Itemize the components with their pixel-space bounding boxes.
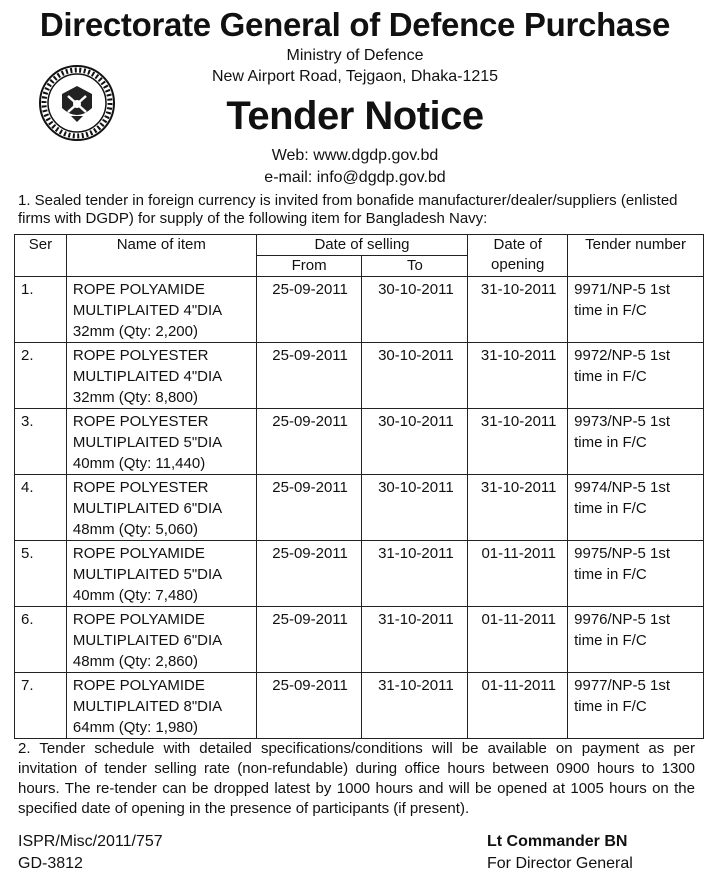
signatory-for: For Director General [487, 855, 633, 872]
cell-opening: 01-11-2011 [468, 541, 568, 607]
cell-from: 25-09-2011 [256, 607, 362, 673]
tender-line: time in F/C [574, 632, 647, 649]
gd-number: GD-3812 [18, 855, 83, 872]
cell-ser: 4. [15, 475, 67, 541]
cell-item [66, 343, 256, 409]
table-row [15, 475, 704, 541]
header-item: Name of item [66, 235, 256, 277]
tender-line: time in F/C [574, 434, 647, 451]
tender-line: time in F/C [574, 500, 647, 517]
item-line: MULTIPLAITED 6"DIA [72, 632, 223, 649]
tender-line: 9977/NP-5 1st [574, 677, 671, 694]
header-tender: Tender number [568, 235, 704, 277]
paragraph-2: 2. Tender schedule with detailed specifications/conditions will be available on payment as per invitation of tender selling rate (non-refundable) during office hours between 0900 hours to 1300 hours. The re-tender can be dropped latest by 1000 hours and will be opened at 1005 hours on the specified date of opening in the presence of participants (if present). [18, 740, 695, 817]
item-line: ROPE POLYAMIDE [72, 611, 205, 628]
item-line: MULTIPLAITED 5"DIA [72, 434, 223, 451]
cell-from: 25-09-2011 [256, 475, 362, 541]
email-line: e-mail: info@dgdp.gov.bd [264, 169, 446, 186]
cell-tender [568, 277, 704, 343]
item-line: 48mm (Qty: 2,860) [72, 653, 198, 670]
reference-block [18, 831, 163, 872]
item-line: ROPE POLYAMIDE [72, 545, 205, 562]
notice-title: Tender Notice [226, 94, 484, 138]
table-row [15, 277, 704, 343]
cell-to: 30-10-2011 [362, 409, 468, 475]
cell-item [66, 607, 256, 673]
cell-tender [568, 673, 704, 739]
cell-ser: 7. [15, 673, 67, 739]
signatory-rank: Lt Commander BN [487, 833, 628, 850]
item-line: 64mm (Qty: 1,980) [72, 719, 198, 736]
cell-opening: 01-11-2011 [468, 607, 568, 673]
address-line: New Airport Road, Tejgaon, Dhaka-1215 [211, 68, 499, 85]
ministry-line: Ministry of Defence [286, 47, 424, 64]
tender-line: time in F/C [574, 698, 647, 715]
item-line: 32mm (Qty: 2,200) [72, 323, 198, 340]
cell-to: 30-10-2011 [362, 343, 468, 409]
cell-to: 31-10-2011 [362, 607, 468, 673]
item-line: 40mm (Qty: 11,440) [72, 455, 206, 472]
tender-table [14, 234, 704, 739]
cell-from: 25-09-2011 [256, 343, 362, 409]
cell-item [66, 541, 256, 607]
cell-from: 25-09-2011 [256, 541, 362, 607]
cell-ser: 1. [15, 277, 67, 343]
item-line: ROPE POLYESTER [72, 413, 209, 430]
cell-opening: 31-10-2011 [468, 475, 568, 541]
item-line: MULTIPLAITED 8"DIA [72, 698, 223, 715]
item-line: 48mm (Qty: 5,060) [72, 521, 198, 538]
cell-tender [568, 343, 704, 409]
item-line: ROPE POLYESTER [72, 479, 209, 496]
header-from: From [256, 256, 362, 277]
reference-number: ISPR/Misc/2011/757 [18, 833, 163, 850]
cell-ser: 2. [15, 343, 67, 409]
cell-to: 30-10-2011 [362, 277, 468, 343]
table-row [15, 607, 704, 673]
item-line: ROPE POLYAMIDE [72, 677, 205, 694]
table-row [15, 409, 704, 475]
table-row [15, 343, 704, 409]
item-line: 32mm (Qty: 8,800) [72, 389, 198, 406]
cell-to: 31-10-2011 [362, 541, 468, 607]
item-line: ROPE POLYESTER [72, 347, 209, 364]
cell-ser: 6. [15, 607, 67, 673]
cell-item [66, 277, 256, 343]
paragraph-1: 1. Sealed tender in foreign currency is invited from bonafide manufacturer/dealer/suppliers (enlisted firms with DGDP) for supply of the following item for Bangladesh Navy: [18, 192, 678, 227]
tender-line: 9974/NP-5 1st [574, 479, 671, 496]
cell-from: 25-09-2011 [256, 673, 362, 739]
org-title: Directorate General of Defence Purchase [39, 6, 671, 43]
cell-item [66, 409, 256, 475]
item-line: MULTIPLAITED 4"DIA [72, 302, 223, 319]
web-line: Web: www.dgdp.gov.bd [271, 147, 439, 164]
cell-from: 25-09-2011 [256, 277, 362, 343]
tender-line: 9972/NP-5 1st [574, 347, 671, 364]
cell-tender [568, 409, 704, 475]
header-to: To [362, 256, 468, 277]
item-line: MULTIPLAITED 4"DIA [72, 368, 223, 385]
cell-opening: 31-10-2011 [468, 277, 568, 343]
cell-to: 30-10-2011 [362, 475, 468, 541]
cell-opening: 31-10-2011 [468, 409, 568, 475]
cell-from: 25-09-2011 [256, 409, 362, 475]
item-line: ROPE POLYAMIDE [72, 281, 205, 298]
header-ser: Ser [15, 235, 67, 277]
header-selling: Date of selling [256, 235, 468, 256]
item-line: MULTIPLAITED 6"DIA [72, 500, 223, 517]
table-row [15, 541, 704, 607]
table-row [15, 673, 704, 739]
tender-line: 9971/NP-5 1st [574, 281, 671, 298]
cell-item [66, 673, 256, 739]
header-opening: Date of opening [468, 235, 568, 277]
cell-item [66, 475, 256, 541]
cell-opening: 01-11-2011 [468, 673, 568, 739]
tender-line: 9975/NP-5 1st [574, 545, 671, 562]
cell-to: 31-10-2011 [362, 673, 468, 739]
signature-block [487, 831, 633, 872]
cell-tender [568, 541, 704, 607]
tender-line: time in F/C [574, 566, 647, 583]
cell-ser: 5. [15, 541, 67, 607]
tender-line: 9973/NP-5 1st [574, 413, 671, 430]
item-line: 40mm (Qty: 7,480) [72, 587, 198, 604]
cell-opening: 31-10-2011 [468, 343, 568, 409]
item-line: MULTIPLAITED 5"DIA [72, 566, 223, 583]
cell-tender [568, 475, 704, 541]
tender-line: time in F/C [574, 302, 647, 319]
cell-ser: 3. [15, 409, 67, 475]
tender-line: 9976/NP-5 1st [574, 611, 671, 628]
cell-tender [568, 607, 704, 673]
tender-line: time in F/C [574, 368, 647, 385]
